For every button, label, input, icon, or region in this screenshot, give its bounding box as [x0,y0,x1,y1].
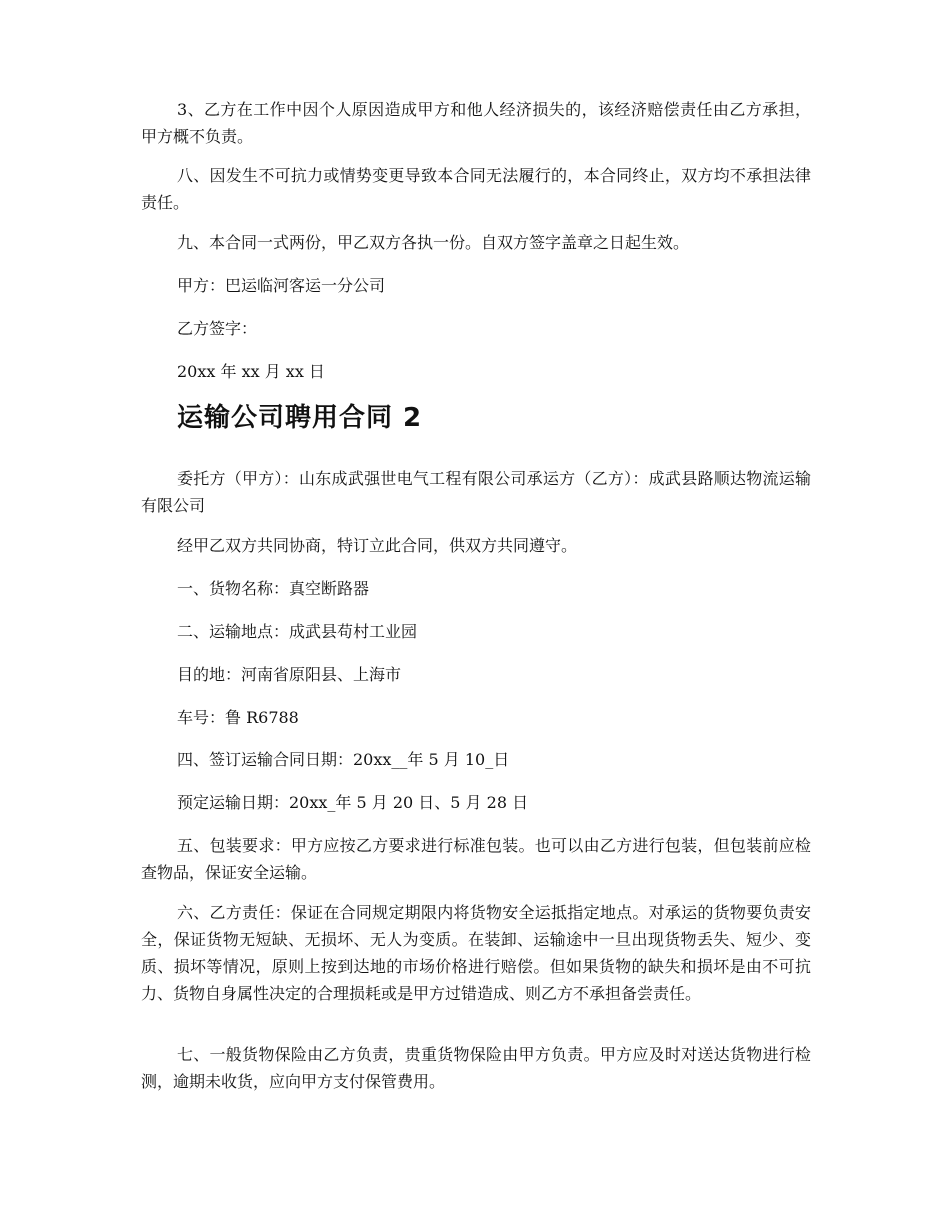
scheduled-date-line: 预定运输日期：20xx_年 5 月 20 日、5 月 28 日 [177,793,529,812]
contract-date-line: 四、签订运输合同日期：20xx__年 5 月 10_日 [177,750,510,769]
paragraph-insurance: 七、一般货物保险由乙方负责，贵重货物保险由甲方负责。甲方应及时对送达货物进行检测，逾期未收货，应向甲方支付保管费用。 [141,1045,811,1091]
paragraph-copies-effective: 九、本合同一式两份，甲乙双方各执一份。自双方签字盖章之日起生效。 [177,233,690,252]
paragraph-agreement: 经甲乙双方共同协商，特订立此合同，供双方共同遵守。 [177,536,578,555]
destination-line: 目的地：河南省原阳县、上海市 [177,665,402,684]
paragraph-carrier-responsibility: 六、乙方责任：保证在合同规定期限内将货物安全运抵指定地点。对承运的货物要负责安全，保证货物无短缺、无损坏、无人为变质。在装卸、运输途中一旦出现货物丢失、短少、变质、损坏等情况，原则上按到达地的市场价格进行赔偿。但如果货物的缺失和损坏是由不可抗力、货物自身属性决定的合理损耗或是甲方过错造成、则乙方不承担备尝责任。 [141,903,811,1003]
party-a-line: 甲方：巴运临河客运一分公司 [177,276,386,295]
goods-name-line: 一、货物名称：真空断路器 [177,579,370,598]
paragraph-parties: 委托方（甲方）：山东成武强世电气工程有限公司承运方（乙方）：成武县路顺达物流运输有限公司 [141,469,811,515]
date-line: 20xx 年 xx 月 xx 日 [177,362,325,381]
paragraph-economic-liability: 3、乙方在工作中因个人原因造成甲方和他人经济损失的，该经济赔偿责任由乙方承担，甲方概不负责。 [141,100,811,146]
party-b-signature-line: 乙方签字： [177,319,258,338]
vehicle-number-line: 车号：鲁 R6788 [177,708,299,727]
section-heading: 运输公司聘用合同 2 [177,403,423,433]
transport-location-line: 二、运输地点：成武县苟村工业园 [177,622,418,641]
paragraph-force-majeure: 八、因发生不可抗力或情势变更导致本合同无法履行的，本合同终止，双方均不承担法律责任。 [141,166,811,212]
paragraph-packaging: 五、包装要求：甲方应按乙方要求进行标准包装。也可以由乙方进行包装，但包装前应检查物品，保证安全运输。 [141,836,811,882]
